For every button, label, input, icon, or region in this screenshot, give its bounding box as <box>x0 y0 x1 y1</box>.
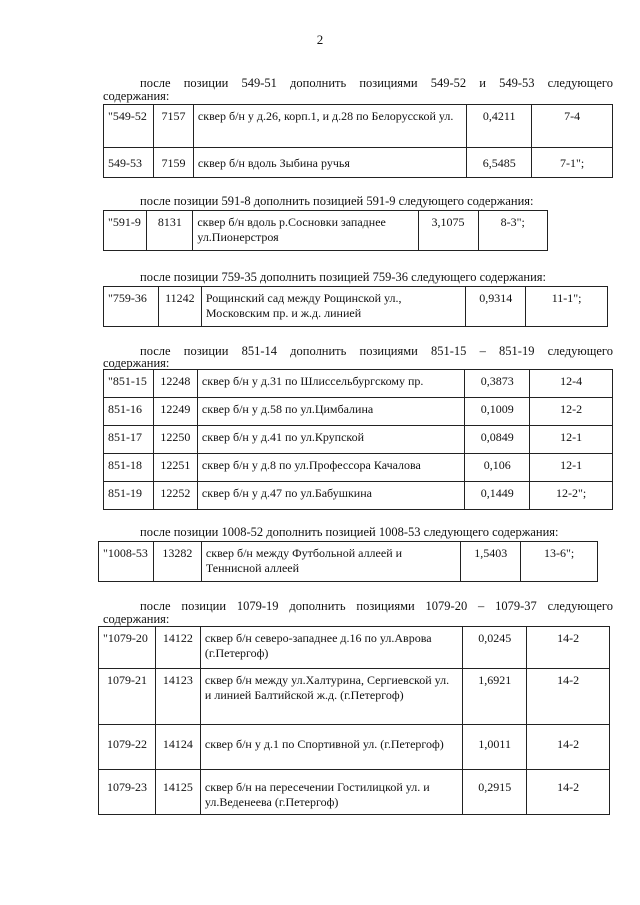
section-intro: после позиции 1008-52 дополнить позицией 1008-53 следующего содержания: <box>140 525 559 539</box>
object-area: 0,0849 <box>465 426 530 454</box>
section-intro-continued: содержания: <box>103 356 170 370</box>
positions-table <box>98 541 598 582</box>
position-number: "591-9 <box>104 211 147 251</box>
object-zone: 12-1 <box>530 426 613 454</box>
object-code: 7159 <box>153 148 193 178</box>
positions-table <box>98 626 610 815</box>
section-intro: после позиции 549-51 дополнить позициями 549-52 и 549-53 следующего <box>140 76 613 90</box>
table-row <box>104 287 608 327</box>
object-description: сквер б/н между Футбольной аллеей и Теннисной аллеей <box>201 542 460 582</box>
table-row <box>104 370 613 398</box>
object-description: сквер б/н у д.47 по ул.Бабушкина <box>197 482 464 510</box>
table-row <box>99 770 610 815</box>
object-code: 14122 <box>155 627 200 669</box>
object-zone: 14-2 <box>527 725 610 770</box>
table-row <box>104 211 548 251</box>
object-code: 12252 <box>153 482 197 510</box>
object-zone: 13-6"; <box>521 542 598 582</box>
section-intro: после позиции 591-8 дополнить позицией 591-9 следующего содержания: <box>140 194 534 208</box>
section-intro: после позиции 759-35 дополнить позицией 759-36 следующего содержания: <box>140 270 547 284</box>
position-number: 851-17 <box>104 426 154 454</box>
object-zone: 12-4 <box>530 370 613 398</box>
object-code: 11242 <box>158 287 201 327</box>
object-description: сквер б/н у д.1 по Спортивной ул. (г.Петергоф) <box>200 725 462 770</box>
object-area: 0,0245 <box>463 627 527 669</box>
table-row <box>99 725 610 770</box>
object-code: 14124 <box>155 725 200 770</box>
object-description: сквер б/н вдоль р.Сосновки западнее ул.Пионерстроя <box>193 211 418 251</box>
table-row <box>104 482 613 510</box>
object-area: 1,0011 <box>463 725 527 770</box>
positions-table <box>103 369 613 510</box>
object-zone: 12-2 <box>530 398 613 426</box>
table-row <box>99 627 610 669</box>
object-description: сквер б/н у д.31 по Шлиссельбургскому пр. <box>197 370 464 398</box>
positions-table <box>103 104 613 178</box>
object-area: 0,4211 <box>467 105 532 148</box>
position-number: "759-36 <box>104 287 159 327</box>
object-code: 14125 <box>155 770 200 815</box>
object-area: 0,2915 <box>463 770 527 815</box>
object-zone: 14-2 <box>527 669 610 725</box>
position-number: "1008-53 <box>99 542 154 582</box>
object-code: 13282 <box>153 542 201 582</box>
position-number: "549-52 <box>104 105 154 148</box>
table-row <box>104 398 613 426</box>
position-number: 851-18 <box>104 454 154 482</box>
position-number: 851-16 <box>104 398 154 426</box>
object-description: сквер б/н у д.26, корп.1, и д.28 по Белорусской ул. <box>193 105 466 148</box>
object-zone: 11-1"; <box>526 287 608 327</box>
object-code: 12251 <box>153 454 197 482</box>
position-number: 1079-22 <box>99 725 156 770</box>
section-intro-continued: содержания: <box>103 89 170 103</box>
object-description: сквер б/н между ул.Халтурина, Сергиевской ул. и линией Балтийской ж.д. (г.Петергоф) <box>200 669 462 725</box>
object-description: сквер б/н вдоль Зыбина ручья <box>193 148 466 178</box>
object-code: 8131 <box>147 211 193 251</box>
object-area: 0,3873 <box>465 370 530 398</box>
section-intro: после позиции 1079-19 дополнить позициями 1079-20 – 1079-37 следующего <box>140 599 613 613</box>
object-area: 3,1075 <box>418 211 478 251</box>
object-area: 0,1449 <box>465 482 530 510</box>
object-code: 7157 <box>153 105 193 148</box>
object-zone: 14-2 <box>527 627 610 669</box>
position-number: 1079-21 <box>99 669 156 725</box>
object-description: сквер б/н у д.58 по ул.Цимбалина <box>197 398 464 426</box>
object-code: 12249 <box>153 398 197 426</box>
position-number: 549-53 <box>104 148 154 178</box>
object-area: 0,1009 <box>465 398 530 426</box>
object-description: сквер б/н у д.8 по ул.Профессора Качалова <box>197 454 464 482</box>
object-zone: 7-4 <box>532 105 613 148</box>
object-description: сквер б/н на пересечении Гостилицкой ул. и ул.Веденеева (г.Петергоф) <box>200 770 462 815</box>
object-zone: 8-3"; <box>478 211 548 251</box>
table-row <box>104 148 613 178</box>
object-zone: 7-1"; <box>532 148 613 178</box>
position-number: 851-19 <box>104 482 154 510</box>
position-number: "851-15 <box>104 370 154 398</box>
table-row <box>99 542 598 582</box>
table-row <box>104 426 613 454</box>
position-number: 1079-23 <box>99 770 156 815</box>
object-description: сквер б/н у д.41 по ул.Крупской <box>197 426 464 454</box>
object-area: 1,5403 <box>461 542 521 582</box>
object-area: 1,6921 <box>463 669 527 725</box>
object-area: 6,5485 <box>467 148 532 178</box>
table-row <box>104 454 613 482</box>
object-area: 0,9314 <box>466 287 526 327</box>
section-intro-continued: содержания: <box>103 612 170 626</box>
object-area: 0,106 <box>465 454 530 482</box>
position-number: "1079-20 <box>99 627 156 669</box>
positions-table <box>103 286 608 327</box>
object-zone: 12-1 <box>530 454 613 482</box>
section-intro: после позиции 851-14 дополнить позициями 851-15 – 851-19 следующего <box>140 344 613 358</box>
table-row <box>99 669 610 725</box>
object-zone: 12-2"; <box>530 482 613 510</box>
object-description: сквер б/н северо-западнее д.16 по ул.Аврова (г.Петергоф) <box>200 627 462 669</box>
object-code: 12248 <box>153 370 197 398</box>
positions-table <box>103 210 548 251</box>
page-number: 2 <box>316 32 324 47</box>
object-zone: 14-2 <box>527 770 610 815</box>
object-code: 14123 <box>155 669 200 725</box>
object-description: Рощинский сад между Рощинской ул., Московским пр. и ж.д. линией <box>201 287 465 327</box>
table-row <box>104 105 613 148</box>
object-code: 12250 <box>153 426 197 454</box>
